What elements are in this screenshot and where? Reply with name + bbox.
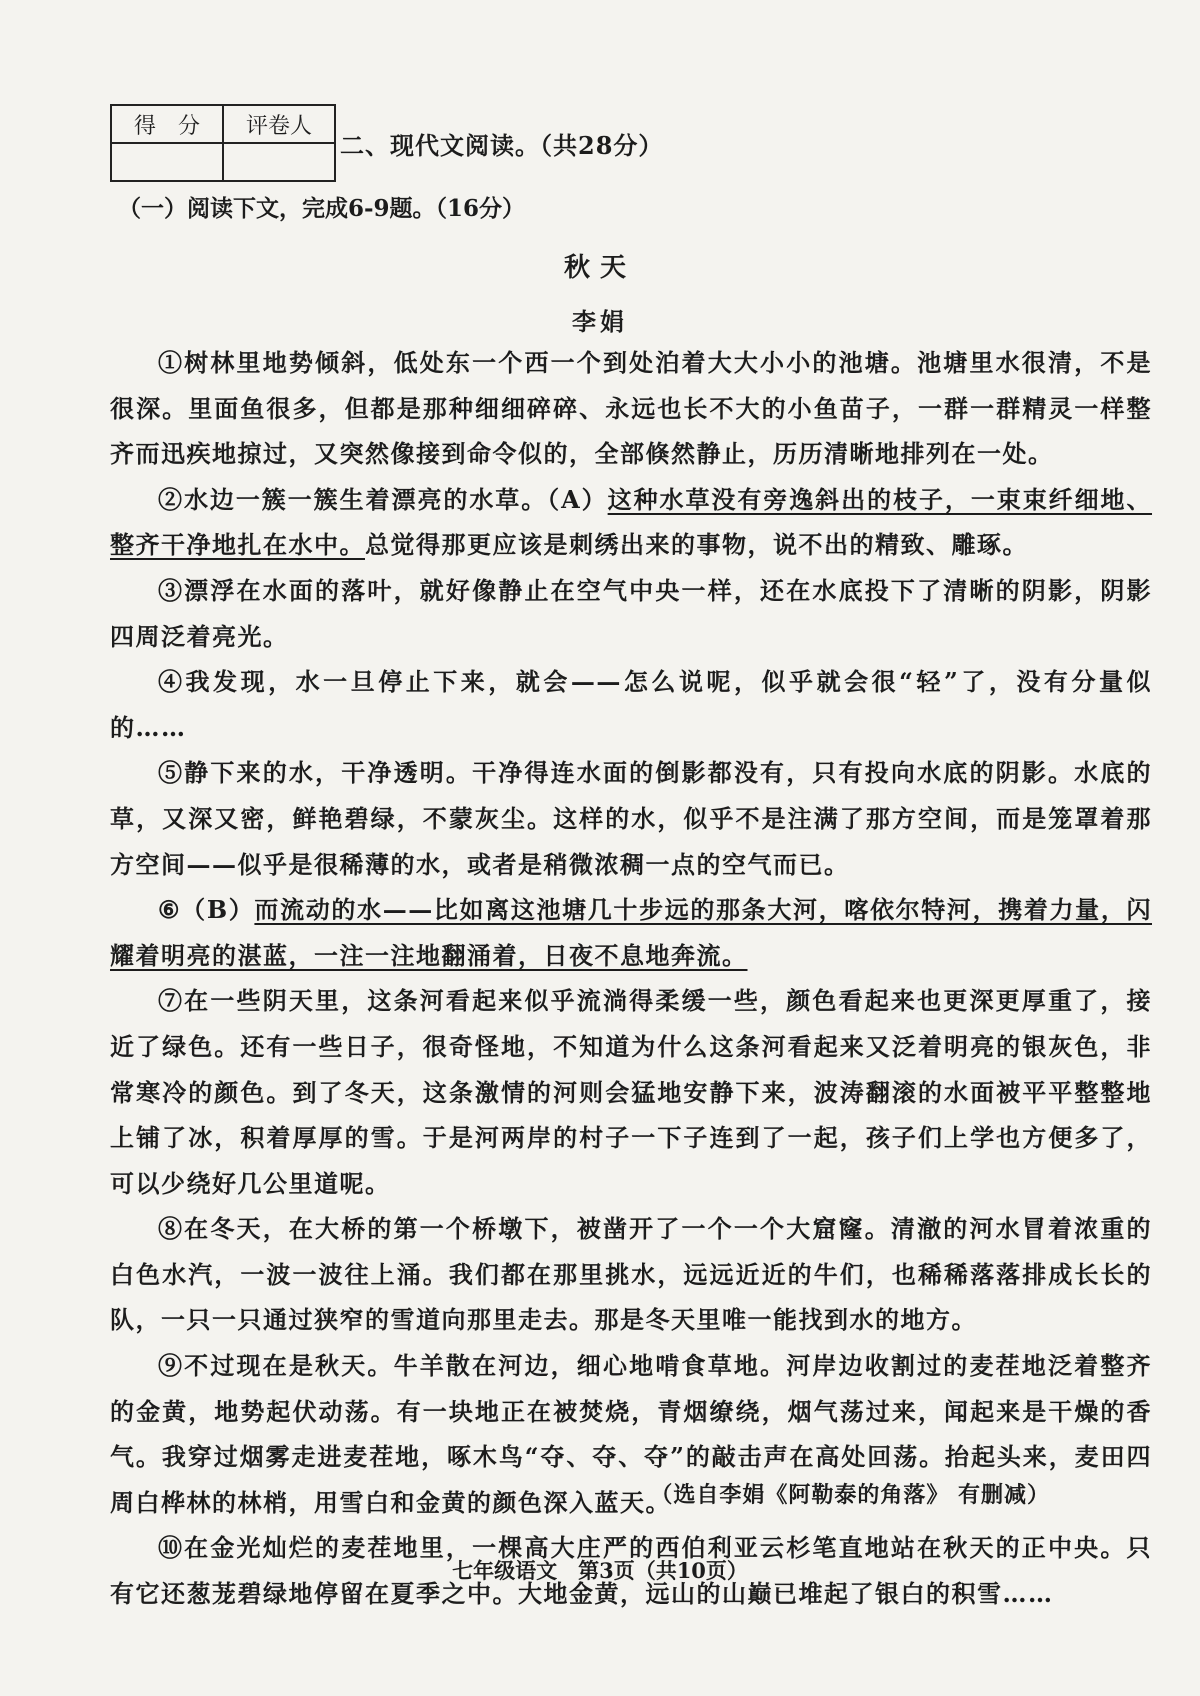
score-table <box>110 104 336 182</box>
score-cell <box>111 143 223 181</box>
underlined-sentence-a: 这种水草没有旁逸斜出的枝子，一束束纤细地、整齐干净地扎在水中。 <box>110 484 1153 560</box>
paragraph-2-tail: 总觉得那更应该是刺绣出来的事物，说不出的精致、雕琢。 <box>365 530 1028 560</box>
grader-cell <box>223 143 335 181</box>
paragraph-9: ⑨不过现在是秋天。牛羊散在河边，细心地啃食草地。河岸边收割过的麦茬地泛着整齐的金黄，地势起伏动荡。有一块地正在被焚烧，青烟缭绕，烟气荡过来，闻起来是干燥的香气。我穿过烟雾走进麦茬地，啄木鸟“夺、夺、夺”的敲击声在高处回荡。抬起头来，麦田四周白桦林的林梢，用雪白和金黄的颜色深入蓝天。 <box>110 1351 1152 1517</box>
paragraph-7: ⑦在一些阴天里，这条河看起来似乎流淌得柔缓一些，颜色看起来也更深更厚重了，接近了绿色。还有一些日子，很奇怪地，不知道为什么这条河看起来又泛着明亮的银灰色，非常寒冷的颜色。到了冬天，这条激情的河则会猛地安静下来，波涛翻滚的水面被平平整整地上铺了冰，积着厚厚的雪。于是河两岸的村子一下子连到了一起，孩子们上学也方便多了，可以少绕好几公里道呢。 <box>110 986 1152 1198</box>
article-title: 秋天 <box>563 253 636 283</box>
score-label: 得 分 <box>111 105 223 143</box>
paragraph-6-lead: ⑥（B） <box>158 895 255 925</box>
grader-label: 评卷人 <box>223 105 335 143</box>
paragraph-4: ④我发现，水一旦停止下来，就会——怎么说呢，似乎就会很“轻”了，没有分量似的…… <box>110 667 1152 742</box>
paragraph-2 <box>110 477 1152 568</box>
page-footer: 七年级语文 第3页（共10页） <box>452 1558 748 1583</box>
paragraph-3: ③漂浮在水面的落叶，就好像静止在空气中央一样，还在水底投下了清晰的阴影，阴影四周泛着亮光。 <box>110 575 1152 651</box>
paragraph-1: ①树林里地势倾斜，低处东一个西一个到处泊着大大小小的池塘。池塘里水很清，不是很深。里面鱼很多，但都是那种细细碎碎、永远也长不大的小鱼苗子，一群一群精灵一样整齐而迅疾地掠过，又突然像接到命令似的，全部倏然静止，历历清晰地排列在一处。 <box>110 348 1152 469</box>
sub-title: （一）阅读下文，完成6-9题。（16分） <box>118 195 526 222</box>
paragraph-8: ⑧在冬天，在大桥的第一个桥墩下，被凿开了一个一个大窟窿。清澈的河水冒着浓重的白色水汽，一波一波往上涌。我们都在那里挑水，远远近近的牛们，也稀稀落落排成长长的队，一只一只通过狭窄的雪道向那里走去。那是冬天里唯一能找到水的地方。 <box>110 1214 1152 1335</box>
article-body <box>110 340 1152 1617</box>
article-author: 李娟 <box>572 307 628 336</box>
paragraph-6 <box>110 887 1152 978</box>
underlined-sentence-b: 而流动的水——比如离这池塘几十步远的那条大河，喀依尔特河，携着力量，闪耀着明亮的湛蓝，一注一注地翻涌着，日夜不息地奔流。 <box>110 895 1152 970</box>
paragraph-5: ⑤静下来的水，干净透明。干净得连水面的倒影都没有，只有投向水底的阴影。水底的草，又深又密，鲜艳碧绿，不蒙灰尘。这样的水，似乎不是注满了那方空间，而是笼罩着那方空间——似乎是很稀薄的水，或者是稍微浓稠一点的空气而已。 <box>110 758 1152 879</box>
paragraph-10: ⑩在金光灿烂的麦茬地里，一棵高大庄严的西伯利亚云杉笔直地站在秋天的正中央。只有它还葱茏碧绿地停留在夏季之中。大地金黄，远山的山巅已堆起了银白的积雪…… <box>110 1533 1152 1609</box>
paragraph-2-lead: ②水边一簇一簇生着漂亮的水草。（A） <box>158 484 608 514</box>
section-title: 二、现代文阅读。（共28分） <box>340 131 664 160</box>
article-source: （选自李娟《阿勒泰的角落》 有删减） <box>650 1482 1050 1508</box>
